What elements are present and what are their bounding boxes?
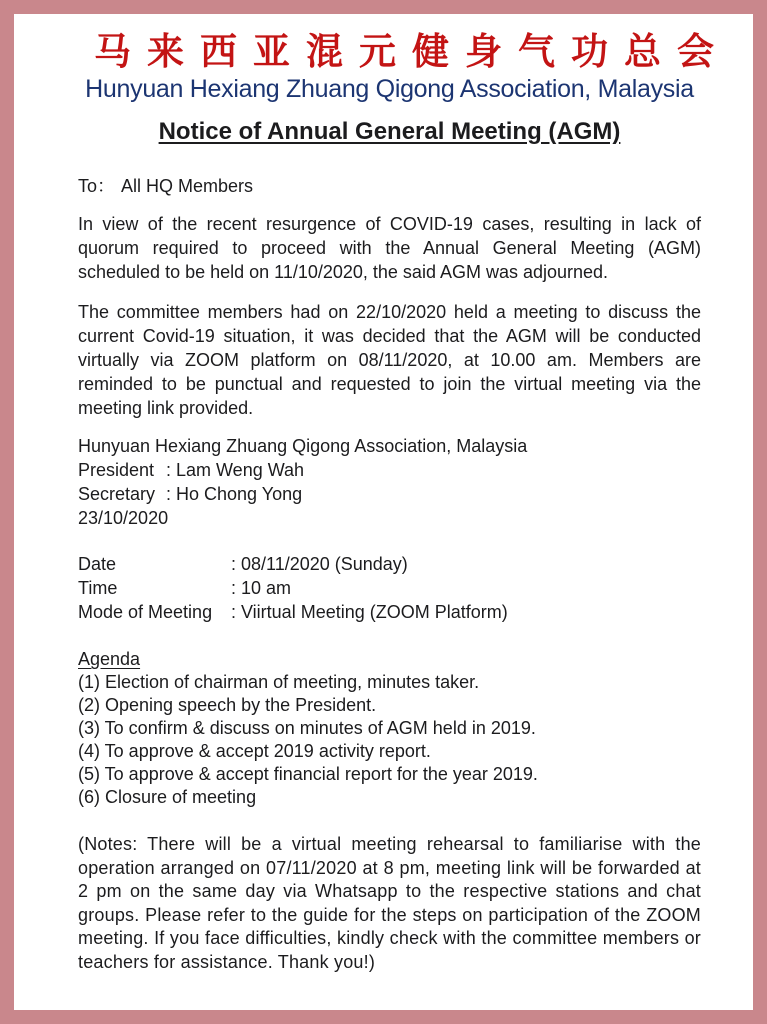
paragraph-adjournment: In view of the recent resurgence of COVID-19 cases, resulting in lack of quorum required to proceed with the Annual General Meeting (AGM) scheduled to be held on 11/10/2020, the said AGM was adjourned.	[78, 214, 701, 282]
secretary-label: Secretary	[78, 484, 156, 504]
association-name-english: Hunyuan Hexiang Zhuang Qigong Association, Malaysia	[85, 75, 694, 103]
agenda-heading-text: Agenda	[78, 649, 141, 669]
signature-secretary-row	[78, 482, 701, 506]
agenda-item-2: (2) Opening speech by the President.	[78, 695, 377, 715]
agenda-item-6: (6) Closure of meeting	[78, 787, 257, 807]
page-title-text: Notice of Annual General Meeting (AGM)	[158, 118, 621, 145]
document-header	[78, 30, 730, 148]
detail-date-value: : 08/11/2020 (Sunday)	[231, 554, 408, 574]
paragraph-virtual-meeting: The committee members had on 22/10/2020 held a meeting to discuss the current Covid-19 situation, it was decided that the AGM will be conducted virtually via ZOOM platform on 08/11/2020, at 10.00 am. Members are reminded to be punctual and requested to join the virtual meeting via the meeting link provided.	[78, 302, 701, 418]
notes-paragraph: (Notes: There will be a virtual meeting rehearsal to familiarise with the operation arranged on 07/11/2020 at 8 pm, meeting link will be forwarded at 2 pm on the same day via Whatsapp to the respective stations and chat groups. Please refer to the guide for the steps on participation of the ZOOM meeting. If you face difficulties, kindly check with the committee members or teachers for assistance. Thank you!)	[78, 834, 701, 972]
signature-block	[78, 434, 701, 530]
agenda-section	[78, 648, 701, 809]
secretary-name: : Ho Chong Yong	[166, 484, 303, 504]
detail-mode-value: : Viirtual Meeting (ZOOM Platform)	[231, 602, 508, 622]
agenda-item-1: (1) Election of chairman of meeting, minutes taker.	[78, 672, 480, 692]
detail-row-time	[78, 576, 701, 600]
president-label: President	[78, 460, 155, 480]
association-name-chinese: 马来西亚混元健身气功总会	[94, 31, 730, 72]
detail-date-label: Date	[78, 554, 117, 574]
page-title	[78, 116, 701, 148]
signature-president-row	[78, 458, 701, 482]
detail-row-mode	[78, 600, 701, 624]
agenda-item-4: (4) To approve & accept 2019 activity report.	[78, 741, 431, 761]
agenda-item-3: (3) To confirm & discuss on minutes of AGM held in 2019.	[78, 718, 536, 738]
document-content	[14, 14, 753, 974]
recipient-label: To：	[78, 176, 116, 196]
signature-org: Hunyuan Hexiang Zhuang Qigong Association, Malaysia	[78, 436, 528, 456]
detail-mode-label: Mode of Meeting	[78, 602, 213, 622]
detail-time-label: Time	[78, 578, 118, 598]
detail-row-date	[78, 552, 701, 576]
recipient-line	[78, 174, 701, 198]
agenda-heading	[78, 648, 701, 671]
detail-time-value: : 10 am	[231, 578, 292, 598]
meeting-details	[78, 552, 701, 624]
recipient-value: All HQ Members	[121, 176, 254, 196]
signature-date: 23/10/2020	[78, 508, 169, 528]
agenda-item-5: (5) To approve & accept financial report for the year 2019.	[78, 764, 538, 784]
president-name: : Lam Weng Wah	[166, 460, 305, 480]
